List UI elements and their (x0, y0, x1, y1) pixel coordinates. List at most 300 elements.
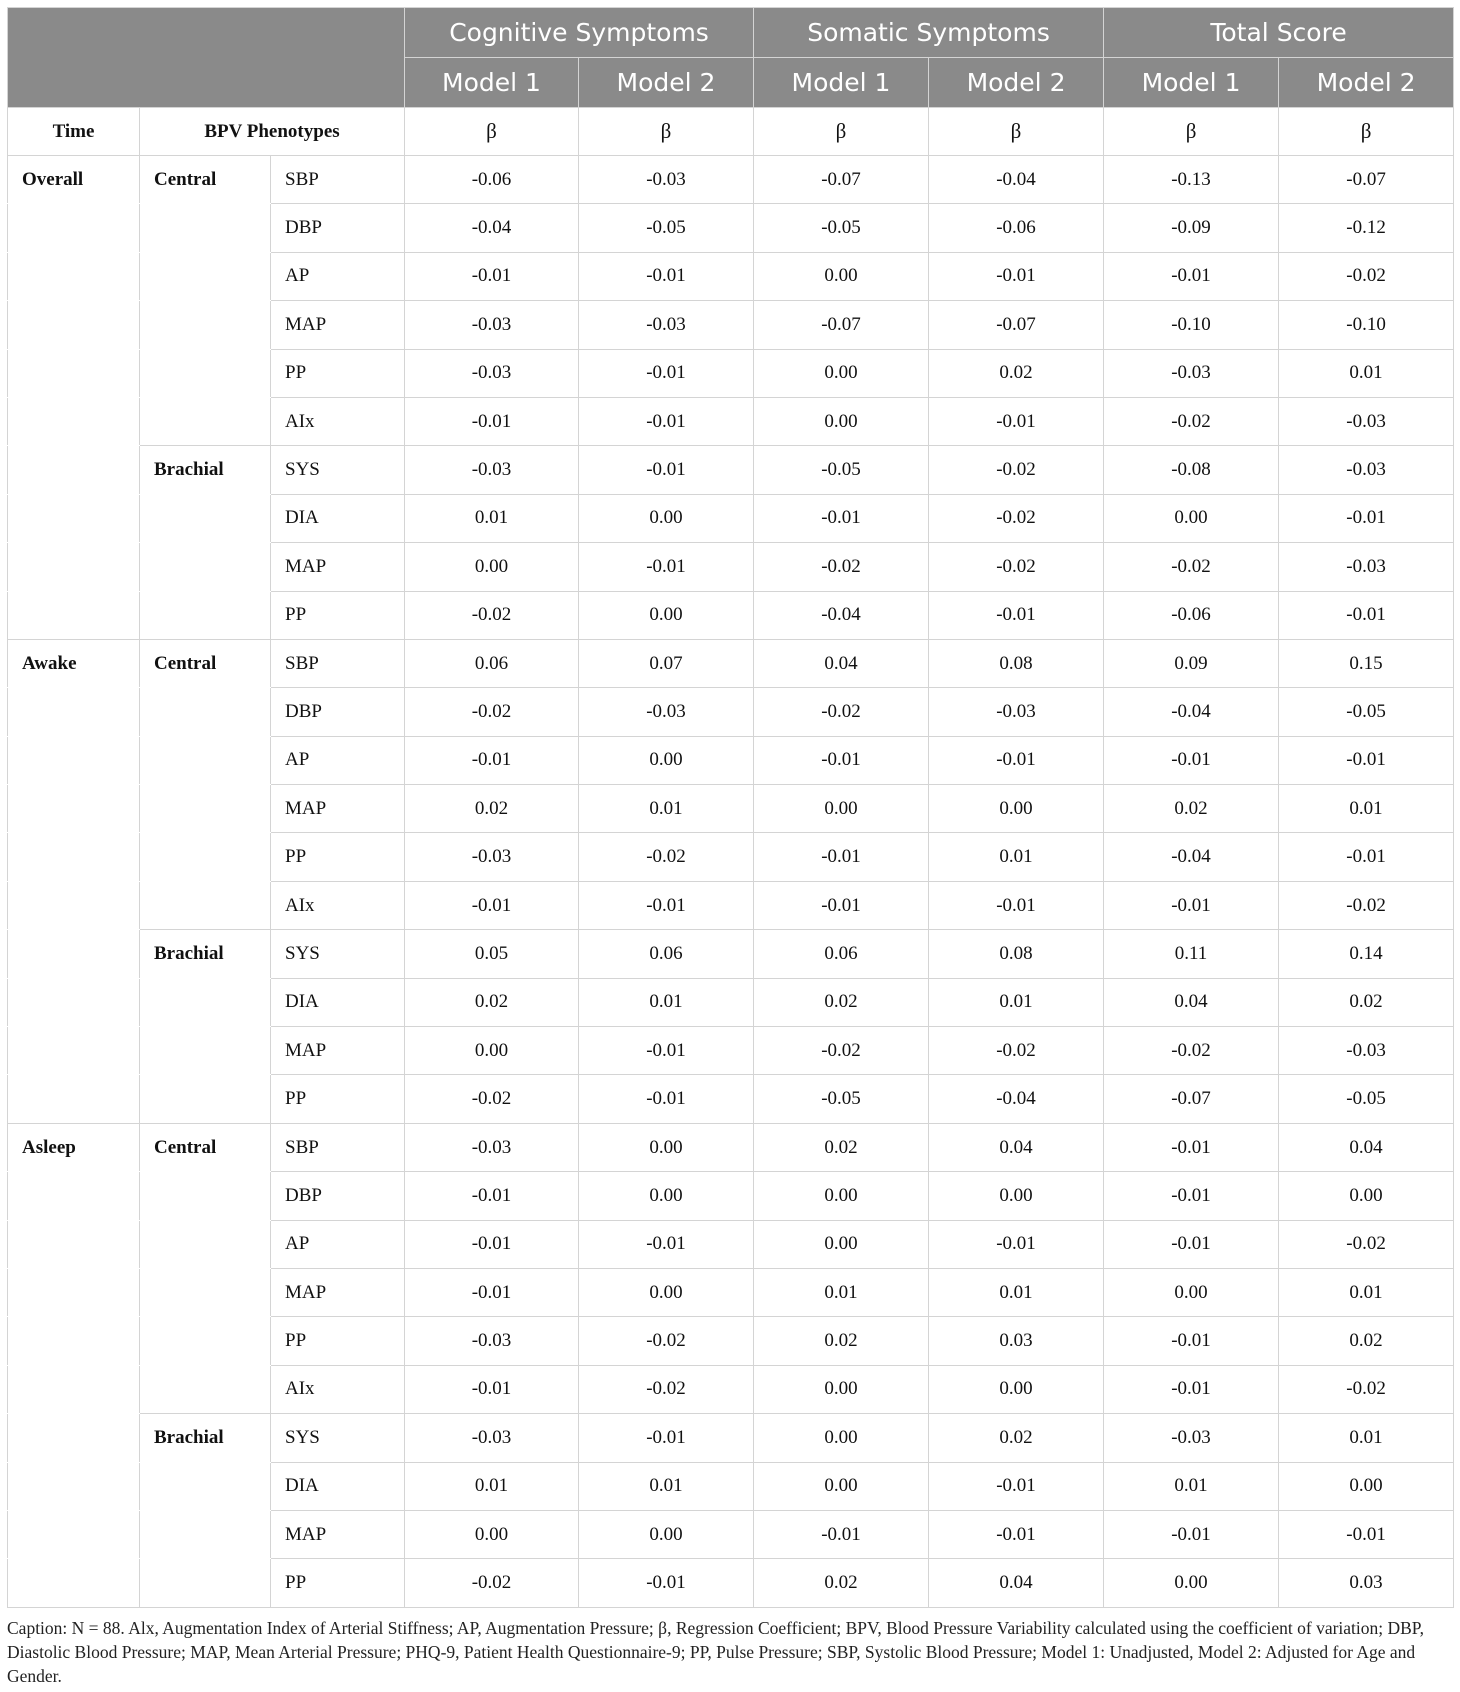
beta-value-cell: -0.02 (929, 543, 1104, 591)
beta-value-cell: -0.01 (929, 1220, 1104, 1268)
beta-value-cell: -0.01 (579, 446, 754, 494)
beta-value-cell: -0.01 (405, 736, 579, 784)
phenotype-cell: MAP (271, 1027, 405, 1075)
beta-value-cell: 0.00 (405, 1510, 579, 1558)
beta-value-cell: -0.13 (1104, 156, 1279, 204)
beta-value-cell: -0.01 (1104, 1317, 1279, 1365)
beta-value-cell: -0.02 (1279, 252, 1454, 300)
phenotype-cell: SYS (271, 930, 405, 978)
site-cell (140, 494, 271, 542)
time-cell (8, 930, 140, 978)
time-cell (8, 1365, 140, 1413)
phenotype-cell: SBP (271, 639, 405, 687)
beta-value-cell: -0.03 (1279, 543, 1454, 591)
beta-value-cell: -0.01 (1104, 736, 1279, 784)
beta-value-cell: -0.07 (1279, 156, 1454, 204)
phenotype-cell: PP (271, 591, 405, 639)
beta-value-cell: 0.04 (1104, 978, 1279, 1026)
header-model: Model 2 (1279, 58, 1454, 108)
site-cell: Central (140, 156, 271, 204)
phenotype-cell: AIx (271, 397, 405, 445)
beta-value-cell: -0.01 (1279, 833, 1454, 881)
beta-value-cell: 0.15 (1279, 639, 1454, 687)
beta-value-cell: -0.01 (579, 349, 754, 397)
site-cell (140, 252, 271, 300)
results-table (7, 7, 1454, 1608)
site-cell (140, 881, 271, 929)
beta-value-cell: 0.00 (579, 1123, 754, 1171)
beta-value-cell: -0.04 (929, 156, 1104, 204)
site-cell (140, 785, 271, 833)
site-cell (140, 543, 271, 591)
beta-value-cell: -0.07 (1104, 1075, 1279, 1123)
phenotype-cell: SYS (271, 446, 405, 494)
beta-value-cell: -0.02 (929, 446, 1104, 494)
header-beta: β (929, 108, 1104, 156)
beta-value-cell: 0.02 (929, 1414, 1104, 1462)
beta-value-cell: 0.09 (1104, 639, 1279, 687)
time-cell: Awake (8, 639, 140, 687)
time-cell (8, 833, 140, 881)
beta-value-cell: 0.00 (579, 1172, 754, 1220)
site-cell (140, 1172, 271, 1220)
table-row (8, 785, 1454, 833)
beta-value-cell: -0.01 (1279, 736, 1454, 784)
phenotype-cell: PP (271, 833, 405, 881)
beta-value-cell: 0.00 (579, 1510, 754, 1558)
time-cell (8, 543, 140, 591)
beta-value-cell: -0.02 (1279, 1220, 1454, 1268)
table-row (8, 930, 1454, 978)
site-cell (140, 1027, 271, 1075)
beta-value-cell: 0.01 (579, 978, 754, 1026)
site-cell: Central (140, 639, 271, 687)
beta-value-cell: -0.03 (1279, 397, 1454, 445)
beta-value-cell: 0.01 (1279, 1268, 1454, 1316)
phenotype-cell: PP (271, 1559, 405, 1607)
beta-value-cell: -0.03 (1104, 349, 1279, 397)
time-cell: Overall (8, 156, 140, 204)
beta-value-cell: 0.04 (1279, 1123, 1454, 1171)
beta-value-cell: -0.01 (405, 252, 579, 300)
phenotype-cell: SBP (271, 1123, 405, 1171)
beta-value-cell: 0.07 (579, 639, 754, 687)
site-cell (140, 397, 271, 445)
beta-value-cell: -0.03 (1279, 446, 1454, 494)
beta-value-cell: 0.02 (754, 1559, 929, 1607)
time-cell (8, 349, 140, 397)
phenotype-cell: AIx (271, 1365, 405, 1413)
beta-value-cell: -0.01 (579, 397, 754, 445)
beta-value-cell: 0.01 (929, 1268, 1104, 1316)
beta-value-cell: 0.03 (929, 1317, 1104, 1365)
beta-value-cell: -0.01 (754, 736, 929, 784)
beta-value-cell: -0.03 (929, 688, 1104, 736)
beta-value-cell: 0.00 (1104, 494, 1279, 542)
beta-value-cell: -0.01 (929, 591, 1104, 639)
beta-value-cell: -0.02 (754, 1027, 929, 1075)
beta-value-cell: -0.01 (929, 252, 1104, 300)
time-cell (8, 446, 140, 494)
site-cell: Brachial (140, 446, 271, 494)
beta-value-cell: -0.09 (1104, 204, 1279, 252)
beta-value-cell: 0.02 (1104, 785, 1279, 833)
time-cell (8, 736, 140, 784)
phenotype-cell: PP (271, 1075, 405, 1123)
beta-value-cell: 0.00 (754, 349, 929, 397)
phenotype-cell: DIA (271, 1462, 405, 1510)
table-row (8, 446, 1454, 494)
phenotype-cell: MAP (271, 785, 405, 833)
beta-value-cell: 0.00 (754, 1414, 929, 1462)
beta-value-cell: -0.01 (405, 1365, 579, 1413)
beta-value-cell: -0.01 (405, 1268, 579, 1316)
header-blank-cell (8, 8, 405, 108)
beta-value-cell: 0.01 (754, 1268, 929, 1316)
beta-value-cell: 0.11 (1104, 930, 1279, 978)
site-cell (140, 1559, 271, 1607)
beta-value-cell: -0.02 (1104, 397, 1279, 445)
beta-value-cell: 0.01 (579, 1462, 754, 1510)
beta-value-cell: 0.02 (754, 1317, 929, 1365)
beta-value-cell: 0.00 (1104, 1268, 1279, 1316)
beta-value-cell: 0.02 (405, 785, 579, 833)
beta-value-cell: -0.01 (754, 881, 929, 929)
beta-value-cell: -0.02 (754, 688, 929, 736)
beta-value-cell: 0.02 (405, 978, 579, 1026)
beta-value-cell: 0.00 (1279, 1462, 1454, 1510)
beta-value-cell: -0.01 (579, 543, 754, 591)
beta-value-cell: 0.06 (405, 639, 579, 687)
header-group-total: Total Score (1104, 8, 1454, 58)
table-row (8, 688, 1454, 736)
site-cell (140, 349, 271, 397)
phenotype-cell: SYS (271, 1414, 405, 1462)
beta-value-cell: 0.00 (929, 1172, 1104, 1220)
beta-value-cell: -0.01 (929, 736, 1104, 784)
time-cell (8, 785, 140, 833)
time-cell (8, 1220, 140, 1268)
beta-value-cell: 0.00 (754, 1172, 929, 1220)
beta-value-cell: -0.01 (579, 1559, 754, 1607)
table-row (8, 494, 1454, 542)
beta-value-cell: 0.02 (1279, 1317, 1454, 1365)
phenotype-cell: SBP (271, 156, 405, 204)
beta-value-cell: -0.03 (405, 1317, 579, 1365)
beta-value-cell: -0.01 (579, 1414, 754, 1462)
table-row (8, 349, 1454, 397)
table-caption: Caption: N = 88. Alx, Augmentation Index of Arterial Stiffness; AP, Augmentation Pressure; β, Regression Coefficient; BPV, Blood Pressure Variability calculated using the coefficient of variation; DBP, Diastolic Blood Pressure; MAP, Mean Arterial Pressure; PHQ-9, Patient Health Questionnaire-9; PP, Pulse Pressure; SBP, Systolic Blood Pressure; Model 1: Unadjusted, Model 2: Adjusted for Age and Gender. (7, 1617, 1424, 1686)
beta-value-cell: -0.01 (579, 1075, 754, 1123)
header-group-somatic: Somatic Symptoms (754, 8, 1104, 58)
beta-value-cell: 0.01 (1279, 349, 1454, 397)
beta-value-cell: -0.02 (405, 688, 579, 736)
site-cell (140, 204, 271, 252)
table-row (8, 1559, 1454, 1607)
time-cell (8, 1559, 140, 1607)
beta-value-cell: -0.07 (929, 301, 1104, 349)
beta-value-cell: -0.06 (1104, 591, 1279, 639)
phenotype-cell: DIA (271, 494, 405, 542)
beta-value-cell: -0.03 (405, 1414, 579, 1462)
header-group-cognitive: Cognitive Symptoms (405, 8, 754, 58)
phenotype-cell: DBP (271, 1172, 405, 1220)
beta-value-cell: 0.03 (1279, 1559, 1454, 1607)
beta-value-cell: -0.01 (1104, 252, 1279, 300)
table-row (8, 736, 1454, 784)
beta-value-cell: -0.01 (1279, 494, 1454, 542)
beta-value-cell: -0.10 (1279, 301, 1454, 349)
beta-value-cell: -0.04 (929, 1075, 1104, 1123)
phenotype-cell: MAP (271, 543, 405, 591)
beta-value-cell: 0.00 (929, 1365, 1104, 1413)
header-bpv-phenotypes: BPV Phenotypes (140, 108, 405, 156)
beta-value-cell: 0.01 (1279, 785, 1454, 833)
site-cell (140, 1510, 271, 1558)
beta-value-cell: 0.02 (754, 1123, 929, 1171)
time-cell (8, 301, 140, 349)
beta-value-cell: 0.01 (405, 494, 579, 542)
table-row (8, 1462, 1454, 1510)
table-row (8, 1268, 1454, 1316)
table-row (8, 833, 1454, 881)
site-cell (140, 1365, 271, 1413)
beta-value-cell: 0.00 (754, 1462, 929, 1510)
header-model: Model 1 (1104, 58, 1279, 108)
header-beta: β (579, 108, 754, 156)
beta-value-cell: -0.05 (754, 204, 929, 252)
time-cell (8, 1414, 140, 1462)
beta-value-cell: 0.01 (1279, 1414, 1454, 1462)
time-cell (8, 252, 140, 300)
time-cell (8, 978, 140, 1026)
beta-value-cell: -0.03 (405, 446, 579, 494)
header-model: Model 1 (754, 58, 929, 108)
beta-value-cell: -0.02 (1104, 543, 1279, 591)
beta-value-cell: -0.02 (579, 833, 754, 881)
phenotype-cell: MAP (271, 301, 405, 349)
phenotype-cell: AIx (271, 881, 405, 929)
beta-value-cell: 0.01 (405, 1462, 579, 1510)
phenotype-cell: DBP (271, 204, 405, 252)
table-row (8, 1027, 1454, 1075)
beta-value-cell: -0.02 (929, 494, 1104, 542)
header-model: Model 1 (405, 58, 579, 108)
time-cell (8, 1268, 140, 1316)
beta-value-cell: -0.01 (1279, 591, 1454, 639)
beta-value-cell: -0.01 (579, 881, 754, 929)
beta-value-cell: -0.01 (1104, 1510, 1279, 1558)
beta-value-cell: 0.02 (929, 349, 1104, 397)
beta-value-cell: 0.06 (579, 930, 754, 978)
beta-value-cell: 0.00 (754, 785, 929, 833)
time-cell (8, 1075, 140, 1123)
time-cell (8, 1462, 140, 1510)
site-cell (140, 1462, 271, 1510)
table-row (8, 1123, 1454, 1171)
beta-value-cell: -0.03 (579, 688, 754, 736)
site-cell: Brachial (140, 930, 271, 978)
phenotype-cell: MAP (271, 1268, 405, 1316)
beta-value-cell: -0.05 (1279, 688, 1454, 736)
beta-value-cell: -0.08 (1104, 446, 1279, 494)
beta-value-cell: -0.03 (579, 301, 754, 349)
site-cell (140, 1075, 271, 1123)
table-row (8, 978, 1454, 1026)
site-cell (140, 1220, 271, 1268)
time-cell (8, 591, 140, 639)
beta-value-cell: 0.00 (405, 1027, 579, 1075)
phenotype-cell: DBP (271, 688, 405, 736)
table-row (8, 1414, 1454, 1462)
beta-value-cell: -0.05 (579, 204, 754, 252)
beta-value-cell: 0.00 (1279, 1172, 1454, 1220)
beta-value-cell: 0.00 (579, 736, 754, 784)
beta-value-cell: 0.02 (1279, 978, 1454, 1026)
beta-value-cell: -0.03 (405, 349, 579, 397)
beta-value-cell: -0.02 (1104, 1027, 1279, 1075)
beta-value-cell: 0.01 (929, 833, 1104, 881)
site-cell: Brachial (140, 1414, 271, 1462)
table-row (8, 1172, 1454, 1220)
table-row (8, 1317, 1454, 1365)
beta-value-cell: 0.00 (754, 1220, 929, 1268)
beta-value-cell: -0.05 (754, 446, 929, 494)
header-beta: β (1104, 108, 1279, 156)
table-row (8, 591, 1454, 639)
beta-value-cell: -0.02 (1279, 1365, 1454, 1413)
beta-value-cell: -0.01 (754, 494, 929, 542)
site-cell (140, 1317, 271, 1365)
beta-value-cell: -0.05 (1279, 1075, 1454, 1123)
table-row (8, 204, 1454, 252)
beta-value-cell: -0.10 (1104, 301, 1279, 349)
beta-value-cell: 0.14 (1279, 930, 1454, 978)
beta-value-cell: 0.00 (405, 543, 579, 591)
header-beta: β (1279, 108, 1454, 156)
beta-value-cell: -0.01 (405, 1172, 579, 1220)
phenotype-cell: AP (271, 1220, 405, 1268)
beta-value-cell: 0.04 (929, 1123, 1104, 1171)
table-row (8, 639, 1454, 687)
beta-value-cell: -0.01 (405, 1220, 579, 1268)
beta-value-cell: 0.00 (754, 252, 929, 300)
beta-value-cell: -0.01 (405, 397, 579, 445)
beta-value-cell: -0.03 (405, 301, 579, 349)
beta-value-cell: -0.02 (754, 543, 929, 591)
beta-value-cell: -0.02 (579, 1317, 754, 1365)
header-group-row (8, 8, 1454, 58)
beta-value-cell: -0.01 (1279, 1510, 1454, 1558)
beta-value-cell: 0.04 (754, 639, 929, 687)
header-subheader-row (8, 108, 1454, 156)
time-cell: Asleep (8, 1123, 140, 1171)
beta-value-cell: -0.02 (579, 1365, 754, 1413)
beta-value-cell: -0.04 (1104, 833, 1279, 881)
beta-value-cell: -0.03 (579, 156, 754, 204)
phenotype-cell: DIA (271, 978, 405, 1026)
time-cell (8, 204, 140, 252)
site-cell (140, 1268, 271, 1316)
header-model: Model 2 (929, 58, 1104, 108)
beta-value-cell: -0.01 (579, 1220, 754, 1268)
beta-value-cell: -0.03 (1279, 1027, 1454, 1075)
beta-value-cell: 0.00 (1104, 1559, 1279, 1607)
beta-value-cell: 0.06 (754, 930, 929, 978)
beta-value-cell: 0.08 (929, 930, 1104, 978)
site-cell (140, 736, 271, 784)
beta-value-cell: -0.02 (405, 591, 579, 639)
time-cell (8, 688, 140, 736)
table-row (8, 252, 1454, 300)
beta-value-cell: -0.02 (929, 1027, 1104, 1075)
phenotype-cell: PP (271, 349, 405, 397)
beta-value-cell: -0.01 (1104, 1123, 1279, 1171)
beta-value-cell: -0.01 (579, 252, 754, 300)
site-cell (140, 688, 271, 736)
beta-value-cell: -0.03 (405, 1123, 579, 1171)
header-time: Time (8, 108, 140, 156)
beta-value-cell: -0.01 (754, 1510, 929, 1558)
time-cell (8, 1510, 140, 1558)
beta-value-cell: 0.01 (929, 978, 1104, 1026)
table-row (8, 881, 1454, 929)
beta-value-cell: 0.00 (754, 397, 929, 445)
time-cell (8, 881, 140, 929)
table-body (8, 156, 1454, 1608)
beta-value-cell: 0.02 (754, 978, 929, 1026)
beta-value-cell: 0.08 (929, 639, 1104, 687)
beta-value-cell: -0.03 (1104, 1414, 1279, 1462)
beta-value-cell: -0.01 (929, 881, 1104, 929)
beta-value-cell: 0.00 (579, 1268, 754, 1316)
site-cell (140, 301, 271, 349)
beta-value-cell: 0.00 (579, 591, 754, 639)
beta-value-cell: -0.01 (1104, 881, 1279, 929)
beta-value-cell: -0.04 (754, 591, 929, 639)
beta-value-cell: -0.01 (1104, 1220, 1279, 1268)
beta-value-cell: -0.06 (405, 156, 579, 204)
beta-value-cell: -0.12 (1279, 204, 1454, 252)
site-cell (140, 591, 271, 639)
beta-value-cell: 0.00 (929, 785, 1104, 833)
table-row (8, 156, 1454, 204)
beta-value-cell: -0.02 (1279, 881, 1454, 929)
table-row (8, 1220, 1454, 1268)
beta-value-cell: -0.04 (1104, 688, 1279, 736)
table-container (7, 7, 1453, 1688)
time-cell (8, 1317, 140, 1365)
beta-value-cell: 0.01 (579, 785, 754, 833)
beta-value-cell: -0.01 (754, 833, 929, 881)
beta-value-cell: -0.04 (405, 204, 579, 252)
phenotype-cell: PP (271, 1317, 405, 1365)
header-model: Model 2 (579, 58, 754, 108)
beta-value-cell: -0.01 (929, 1462, 1104, 1510)
beta-value-cell: 0.05 (405, 930, 579, 978)
beta-value-cell: -0.03 (405, 833, 579, 881)
time-cell (8, 1172, 140, 1220)
table-row (8, 1365, 1454, 1413)
table-row (8, 1075, 1454, 1123)
header-beta: β (405, 108, 579, 156)
beta-value-cell: -0.02 (405, 1559, 579, 1607)
time-cell (8, 494, 140, 542)
beta-value-cell: -0.01 (929, 397, 1104, 445)
beta-value-cell: 0.04 (929, 1559, 1104, 1607)
table-row (8, 397, 1454, 445)
beta-value-cell: 0.01 (1104, 1462, 1279, 1510)
